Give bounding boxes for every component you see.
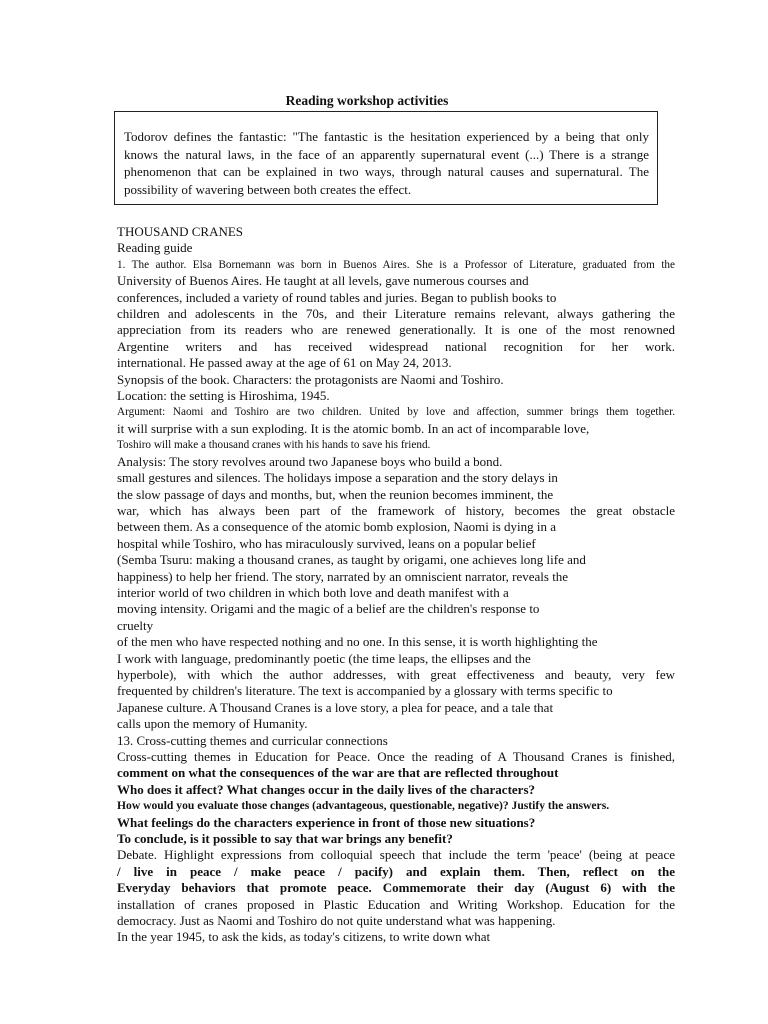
body-line: University of Buenos Aires. He taught at all levels, gave numerous courses and [117,273,529,289]
body-line: hospital while Toshiro, who has miraculously survived, leans on a popular belief [117,535,536,551]
question-line: Everyday behaviors that promote peace. Commemorate their day (August 6) with the [117,880,675,896]
subheading: Reading guide [117,240,193,256]
body-line: children and adolescents in the 70s, and their Literature remains relevant, always gathering the [117,306,675,322]
body-line: Analysis: The story revolves around two Japanese boys who build a bond. [117,453,503,469]
body-line: Location: the setting is Hiroshima, 1945. [117,388,330,404]
body-line: democracy. Just as Naomi and Toshiro do not quite understand what was happening. [117,913,556,929]
body-line: 1. The author. Elsa Bornemann was born in Buenos Aires. She is a Professor of Literature, graduated from the [117,258,675,271]
body-line: installation of cranes proposed in Plastic Education and Writing Workshop. Education for the [117,896,675,912]
question-line: How would you evaluate those changes (advantageous, questionable, negative)? Justify the answers. [117,799,610,813]
question-line: / live in peace / make peace / pacify) and explain them. Then, reflect on the [117,863,675,879]
body-line: Argentine writers and has received widespread national recognition for her work. [117,338,675,354]
body-line: moving intensity. Origami and the magic of a belief are the children's response to [117,601,540,617]
body-line: international. He passed away at the age of 61 on May 24, 2013. [117,355,452,371]
body-line: small gestures and silences. The holidays impose a separation and the story delays in [117,470,558,486]
question-line: To conclude, is it possible to say that war brings any benefit? [117,831,453,847]
body-line: happiness) to help her friend. The story, narrated by an omniscient narrator, reveals the [117,568,569,584]
body-line: cruelty [117,617,154,633]
body-line: conferences, included a variety of round tables and juries. Began to publish books to [117,289,557,305]
body-line: calls upon the memory of Humanity. [117,716,308,732]
body-line: (Semba Tsuru: making a thousand cranes, as taught by origami, one achieves long life and [117,552,586,568]
body-line: appreciation from its readers who are renewed generationally. It is one of the most renowned [117,322,675,338]
question-line: What feelings do the characters experience in front of those new situations? [117,814,536,830]
body-line: of the men who have respected nothing and no one. In this sense, it is worth highlighting the [117,634,598,650]
body-line: Japanese culture. A Thousand Cranes is a love story, a plea for peace, and a tale that [117,699,554,715]
body-line: Toshiro will make a thousand cranes with his hands to save his friend. [117,439,431,452]
section-heading: 13. Cross-cutting themes and curricular connections [117,732,388,748]
body-line: In the year 1945, to ask the kids, as today's citizens, to write down what [117,929,491,945]
body-line: Argument: Naomi and Toshiro are two children. United by love and affection, summer brings them together. [117,406,675,419]
body-line: I work with language, predominantly poetic (the time leaps, the ellipses and the [117,650,531,666]
section-heading: THOUSAND CRANES [117,224,244,239]
body-line: Synopsis of the book. Characters: the protagonists are Naomi and Toshiro. [117,371,504,387]
question-line: comment on what the consequences of the war are that are reflected throughout [117,765,559,781]
body-line: between them. As a consequence of the atomic bomb explosion, Naomi is dying in a [117,519,557,535]
document-body [117,224,675,946]
body-line: interior world of two children in which both love and death manifest with a [117,584,509,600]
quote-text: Todorov defines the fantastic: "The fantastic is the hesitation experienced by a being that only knows the natural laws, in the face of an apparently supernatural event (...) There is a strange phenomenon that can be explained in two ways, through natural causes and supernatural. The possibility of wavering between both creates the effect. [124,129,649,197]
body-line: the slow passage of days and months, but, when the reunion becomes imminent, the [117,486,554,502]
question-line: Who does it affect? What changes occur in the daily lives of the characters? [117,781,535,797]
body-line: hyperbole), with which the author addresses, with great effectiveness and beauty, very few [117,666,675,682]
body-line: it will surprise with a sun exploding. It is the atomic bomb. In an act of incomparable love, [117,420,590,436]
body-line: Debate. Highlight expressions from colloquial speech that include the term 'peace' (being at peace [117,847,675,863]
quote-box [114,111,658,205]
body-line: Cross-cutting themes in Education for Peace. Once the reading of A Thousand Cranes is finished, [117,749,675,764]
page-title: Reading workshop activities [285,93,449,108]
body-line: war, which has always been part of the framework of history, becomes the great obstacle [117,502,675,518]
body-line: frequented by children's literature. The text is accompanied by a glossary with terms specific to [117,683,613,699]
